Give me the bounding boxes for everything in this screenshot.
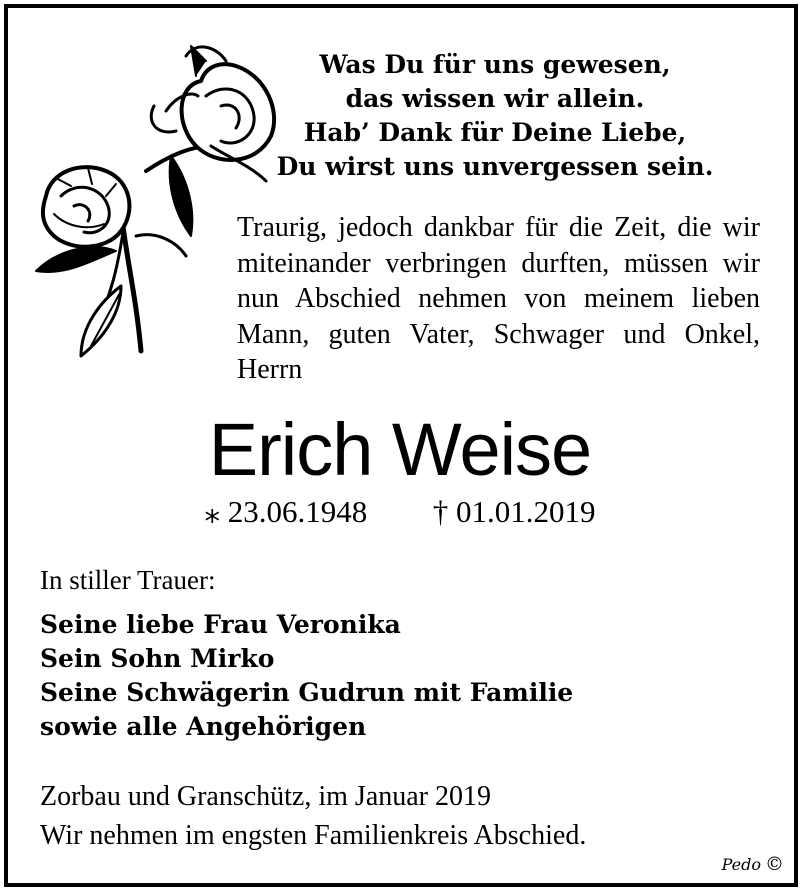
death-cross-icon: † xyxy=(432,494,449,529)
birth-symbol-icon: ⁎ xyxy=(204,494,220,529)
death-date: 01.01.2019 xyxy=(456,494,596,529)
mourner-entry: Sein Sohn Mirko xyxy=(40,644,275,673)
birth-date: 23.06.1948 xyxy=(227,494,368,529)
mourners-label: In stiller Trauer: xyxy=(40,565,216,595)
poem-line: Du wirst uns unvergessen sein. xyxy=(276,152,714,181)
mourner-entry: sowie alle Angehörigen xyxy=(40,712,367,741)
memorial-poem xyxy=(275,48,715,184)
poem-line: Hab’ Dank für Deine Liebe, xyxy=(303,118,687,147)
announcement-text: Traurig, jedoch dankbar für die Zeit, die wir miteinander verbringen durften, müssen wir nun Abschied nehmen von meinem lieben Mann, guten Vater, Schwager und Onkel, Herrn xyxy=(237,212,760,385)
poem-line: Was Du für uns gewesen, xyxy=(319,50,671,79)
poem-line: das wissen wir allein. xyxy=(345,84,645,113)
mourner-entry: Seine liebe Frau Veronika xyxy=(40,610,401,639)
publisher-credit xyxy=(722,853,784,875)
life-dates xyxy=(0,494,800,530)
mourners-list xyxy=(40,608,573,744)
farewell-note: Wir nehmen im engsten Familienkreis Abschied. xyxy=(40,820,587,851)
deceased-name: Erich Weise xyxy=(208,408,592,491)
copyright-icon: © xyxy=(765,853,784,875)
mourner-entry: Seine Schwägerin Gudrun mit Familie xyxy=(40,678,574,707)
place-date: Zorbau und Granschütz, im Januar 2019 xyxy=(40,781,491,812)
signature: Pedo xyxy=(721,855,761,874)
